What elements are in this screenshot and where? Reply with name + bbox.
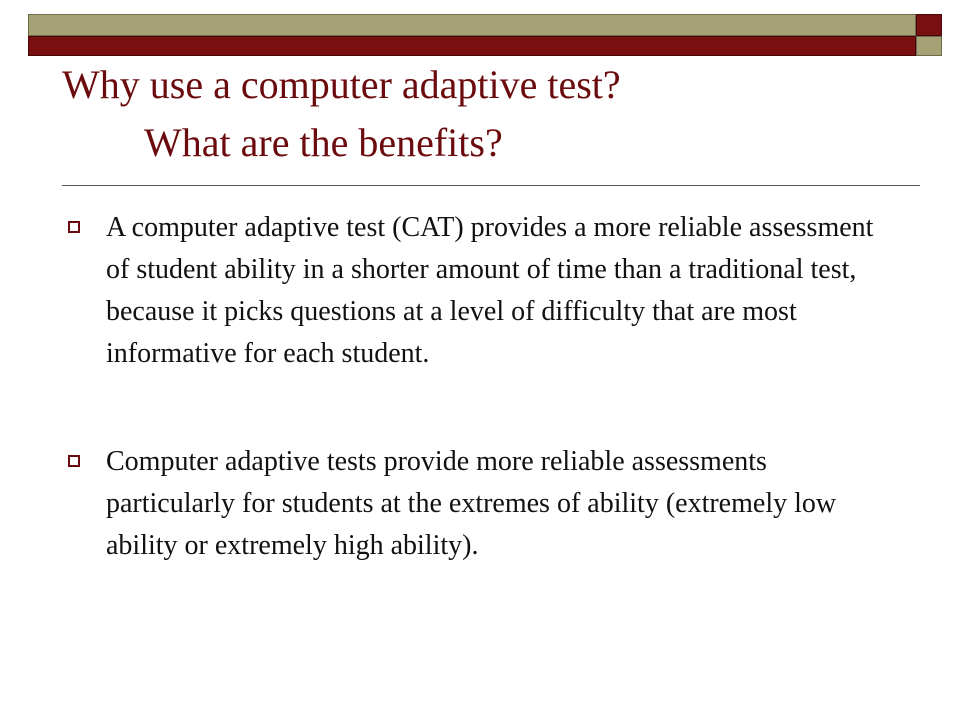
corner-maroon-square xyxy=(916,14,942,36)
hollow-square-bullet-icon xyxy=(68,455,80,467)
bullet-item xyxy=(62,441,892,567)
slide-title-line-1: Why use a computer adaptive test? xyxy=(62,62,621,107)
slide-title-line-2: What are the benefits? xyxy=(144,120,503,165)
hollow-square-bullet-icon xyxy=(68,221,80,233)
bullet-text: A computer adaptive test (CAT) provides a more reliable assessment of student ability in a shorter amount of time than a traditional test, because it picks questions at a level of difficulty that are most informative for each student. xyxy=(106,212,874,369)
bullet-item xyxy=(62,207,892,375)
title-divider xyxy=(62,185,920,186)
bullet-list xyxy=(62,207,892,567)
corner-olive-square xyxy=(916,36,942,56)
top-olive-bar xyxy=(28,14,916,36)
bullet-text: Computer adaptive tests provide more reliable assessments particularly for students at the extremes of ability (extremely low ability or extremely high ability). xyxy=(106,446,837,561)
slide-title xyxy=(62,56,621,172)
top-maroon-bar xyxy=(28,36,916,56)
